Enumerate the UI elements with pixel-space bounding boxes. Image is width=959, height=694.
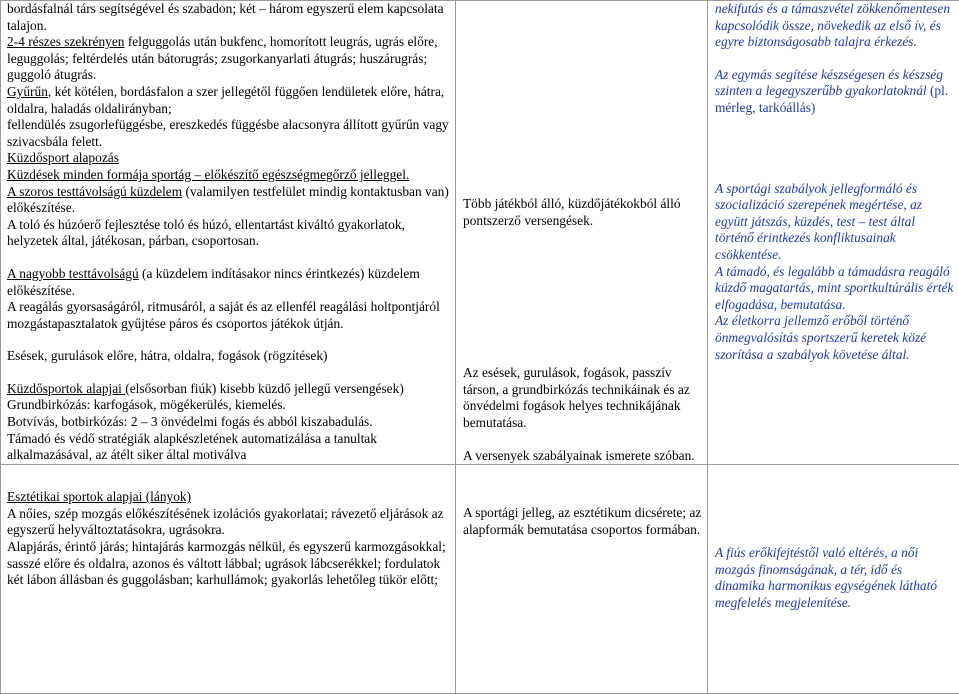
paragraph-text: (valamilyen testfelület mindig kontaktusban van) előkészítése. <box>7 184 449 216</box>
underlined-term: Küzdősportok alapjai <box>7 381 125 396</box>
paragraph: Grundbirkózás: karfogások, mögékerülés, kiemelés. <box>7 397 451 414</box>
underlined-term: 2-4 részes szekrényen <box>7 34 124 49</box>
paragraph: A reagálás gyorsaságáról, ritmusáról, a saját és az ellenfél reagálási holtpontjáról mozgástapasztalatok gyűjtése páros és csoportos játékok útján. <box>7 299 451 332</box>
paragraph-text: Az egymás segítése készségesen és készség szinten a legegyszerűbb gyakorlatoknál <box>715 67 943 99</box>
paragraph-text: felguggolás után bukfenc, homorított leugrás, ugrás előre, leguggolás; feltérdelés után bátorugrás; zsugorkanyarlati átugrás; huszárugrás; guggoló átugrás. <box>7 34 438 82</box>
paragraph: Az esések, gurulások, fogások, passzív társon, a grundbirkózás technikáinak és az önvédelmi fogások helyes technikájának bemutatása. <box>463 365 703 431</box>
section-heading: Küzdősport alapozás <box>7 150 451 167</box>
paragraph: A sportági jelleg, az esztétikum dicsérete; az alapformák bemutatása csoportos formában. <box>463 505 703 538</box>
paragraph: A sportági szabályok jellegformáló és szocializáció szerepének megértése, az együtt játszás, küzdés, test – test által történő érintkezés konfliktusainak csökkentése. <box>715 181 955 264</box>
paragraph: A támadó, és legalább a támadásra reagáló küzdő magatartás, mint sportkultúrális érték elfogadása, bemutatása. <box>715 264 955 314</box>
outcome-cell <box>708 465 959 694</box>
content-cell <box>1 465 456 694</box>
paragraph: A nőies, szép mozgás előkészítésének izolációs gyakorlatai; rávezető eljárások az egyszerű helyváltoztatásokra, ugrásokra. <box>7 506 451 539</box>
underlined-term: Gyűrűn <box>7 84 48 99</box>
paragraph-text: , két kötélen, bordásfalon a szer jellegétől függően lendületek előre, hátra, oldalra, haladás oldalirányban; <box>7 84 444 116</box>
paragraph <box>7 84 451 117</box>
paragraph: A fiús erőkifejtéstől való eltérés, a női mozgás finomságának, a tér, idő és dinamika harmonikus egységének látható megfelelés megjelenítése. <box>715 545 955 611</box>
paragraph <box>715 67 955 117</box>
activity-cell <box>456 465 708 694</box>
paragraph <box>7 266 451 299</box>
spacer <box>715 117 955 181</box>
paragraph: Az életkorra jellemző erőből történő önmegvalósítás sportszerű keretek közé szorítása a szabályok követése által. <box>715 313 955 363</box>
activity-cell <box>456 1 708 465</box>
outcome-cell <box>708 1 959 465</box>
paragraph <box>7 34 451 84</box>
paragraph <box>7 381 451 398</box>
text-line: bordásfalnál társ segítségével és szabadon; két – három egyszerű elem kapcsolata <box>7 1 451 18</box>
paragraph: nekifutás és a támaszvétel zökkenőmentesen kapcsolódik össze, növekedik az első ív, és egyre biztonságosabb talajra érkezés. <box>715 1 955 51</box>
spacer <box>463 1 703 196</box>
section-subheading: Küzdések minden formája sportág – előkészítő egészségmegőrző jelleggel. <box>7 167 451 184</box>
paragraph: Esések, gurulások előre, hátra, oldalra, fogások (rögzítések) <box>7 348 451 365</box>
paragraph-text: (a küzdelem indításakor nincs érintkezés) küzdelem előkészítése. <box>7 266 420 298</box>
paragraph: Alapjárás, érintő járás; hintajárás karmozgás nélkül, és egyszerű karmozgásokkal; sasszé előre és oldalra, azonos és váltott lábbal; ugrások lábcserékkel; fordulatok két lábon állásban és guggolásban; karhullámok; gyakorlás lehetőleg tükör előtt; <box>7 539 451 589</box>
paragraph-text: (elsősorban fiúk) kisebb küzdő jellegű versengések) <box>125 381 404 396</box>
section-heading: Esztétikai sportok alapjai (lányok) <box>7 489 451 506</box>
paragraph: fellendülés zsugorlefüggésbe, ereszkedés függésbe alacsonyra állított gyűrűn vagy szivacsbála felett. <box>7 117 451 150</box>
table-row <box>1 1 959 465</box>
paragraph: Több játékból álló, küzdőjátékokból álló pontszerző versengések. <box>463 196 703 229</box>
paragraph <box>7 184 451 217</box>
text-line: talajon. <box>7 18 451 35</box>
paragraph-text: (pl. mérleg, tarkóállás) <box>715 83 948 115</box>
content-cell <box>1 1 456 465</box>
spacer <box>463 229 703 365</box>
underlined-term: A szoros testtávolságú küzdelem <box>7 184 182 199</box>
paragraph: A toló és húzóerő fejlesztése toló és húzó, ellentartást kiváltó gyakorlatok, helyzetek által, játékosan, párban, csoportosan. <box>7 217 451 250</box>
paragraph: A versenyek szabályainak ismerete szóban. <box>463 448 703 465</box>
paragraph: Támadó és védő stratégiák alapkészletének automatizálása a tanultak alkalmazásával, az átélt siker által motiválva <box>7 431 451 464</box>
table-row <box>1 465 959 694</box>
underlined-term: A nagyobb testtávolságú <box>7 266 139 281</box>
paragraph: Botvívás, botbirkózás: 2 – 3 önvédelmi fogás és abból kiszabadulás. <box>7 414 451 431</box>
